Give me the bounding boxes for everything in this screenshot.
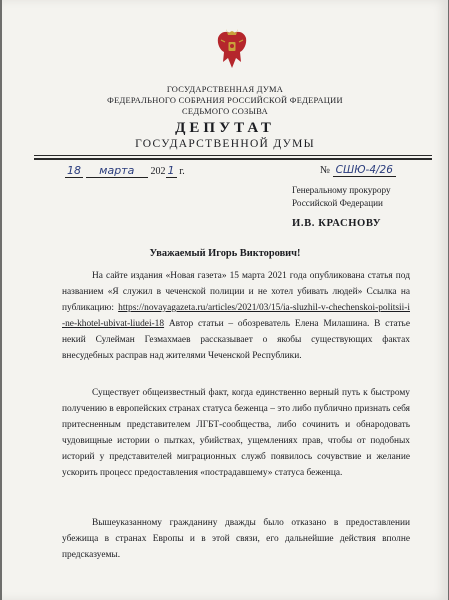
- number-prefix: №: [320, 165, 331, 176]
- addressee-line2: Российской Федерации: [292, 198, 383, 208]
- letter-sheet: [2, 0, 448, 600]
- letterhead-title: ДЕПУТАТ: [175, 120, 275, 136]
- paragraph-2: Существует общеизвестный факт, когда единственно верный путь к быстрому получению в европейских странах статуса беженца – это либо публично признать себя притесненным представителем ЛГБТ-сообщества, либо сочинить и обнародовать чудовищные истории о пытках, убийствах, ущемлениях прав, чтобы от подобных историй у представителей миграционных служб появилось сочувствие и желание ускорить процесс предоставления «пострадавшему» статуса беженца.: [62, 388, 410, 478]
- date-day: 18: [67, 164, 81, 177]
- divider-line: [34, 155, 432, 156]
- greeting: Уважаемый Игорь Викторович!: [149, 248, 301, 259]
- org-name-line1: ГОСУДАРСТВЕННАЯ ДУМА: [166, 85, 284, 94]
- document-date: [65, 164, 185, 178]
- date-year-suffix: 1: [167, 164, 175, 177]
- date-year-prefix: 202: [150, 166, 166, 177]
- article-link[interactable]: https://novayagazeta.ru/articles/2021/03/15/ia-sluzhil-v-chechenskoi-politsii-i-ne-khotel-ubivat-liudei-18: [62, 303, 410, 329]
- paragraph-1: [62, 268, 410, 364]
- paragraph-1-text-end: Автор статьи – обозреватель Елена Милашина. В статье некий Сулейман Гезмахмаев рассказывает о якобы существующих фактах внесудебных расправ над жителями Чеченской Республики.: [62, 319, 410, 361]
- org-name-line3: СЕДЬМОГО СОЗЫВА: [182, 107, 268, 116]
- date-suffix: г.: [179, 166, 185, 177]
- number-value: СШЮ-4/26: [333, 164, 396, 177]
- document-number: [320, 164, 396, 177]
- addressee-line1: Генеральному прокурору: [292, 185, 391, 195]
- letterhead-subtitle: ГОСУДАРСТВЕННОЙ ДУМЫ: [135, 138, 315, 150]
- org-name-line2: ФЕДЕРАЛЬНОГО СОБРАНИЯ РОССИЙСКОЙ ФЕДЕРАЦИИ: [107, 96, 343, 105]
- addressee-name: И.В. КРАСНОВУ: [292, 218, 382, 229]
- paragraph-3: Вышеуказанному гражданину дважды было отказано в предоставлении убежища в странах Европы и в этой связи, его дальнейшие действия вполне предсказуемы.: [62, 518, 410, 560]
- date-month: марта: [86, 164, 148, 178]
- paragraph-1-text-start: На сайте издания «Новая газета» 15 марта 2021 года опубликована статья под названием «Я служил в чеченской полиции и не хотел убивать людей» Ссылка на публикацию:: [62, 271, 410, 313]
- divider-line-thick: [34, 158, 432, 160]
- coat-of-arms-icon: [215, 28, 249, 72]
